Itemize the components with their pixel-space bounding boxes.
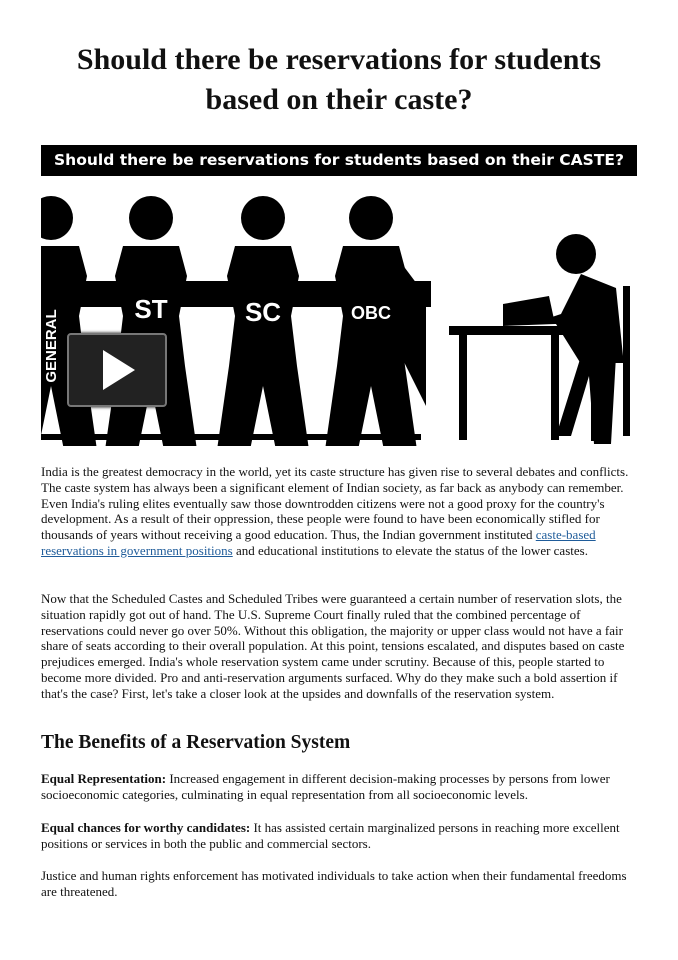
play-icon	[69, 335, 165, 405]
intro-text-start: India is the greatest democracy in the world, yet its caste structure has given rise to several debates and conflicts. The caste system has always been a significant element of Indian society, as far back as anybody can remember. Even India's ruling elites eventually saw those downtrodden citizens were not a good proxy for the country's development. As a result of their oppression, these people were found to have been economically stifled for thousands of years without receiving a good education. Thus, the Indian government instituted	[41, 464, 629, 543]
benefit-term: Equal Representation:	[41, 771, 167, 786]
benefit-item	[41, 820, 633, 852]
illustration	[41, 196, 637, 446]
label-sc: SC	[244, 297, 282, 327]
paragraph-2: Now that the Scheduled Castes and Scheduled Tribes were guaranteed a certain number of reservation slots, the situation rapidly got out of hand. The U.S. Supreme Court finally ruled that the combined percentage of reservations could never go over 50%. Without this obligation, the majority or upper class would not have a fair share of seats according to their overall population. At this point, tensions escalated, and disputes based on caste prejudices emerged. India's whole reservation system came under scrutiny. Because of this, people started to become more divided. Pro and anti-reservation arguments surfaced. Why do they make such a bold assertion if that's the case? First, let's take a closer look at the upsides and downfalls of the reservation system.	[41, 591, 625, 701]
label-obc: OBC	[351, 303, 391, 323]
video-play-button[interactable]	[67, 333, 167, 407]
benefits-closing: Justice and human rights enforcement has motivated individuals to take action when their fundamental freedoms are threatened.	[41, 868, 627, 899]
banner-heading: Should there be reservations for students based on their CASTE?	[41, 145, 637, 176]
reservations-link[interactable]: caste-based reservations in government positions	[41, 527, 596, 558]
intro-paragraph	[41, 464, 633, 559]
benefit-term: Equal chances for worthy candidates:	[41, 820, 251, 835]
label-general: GENERAL	[43, 309, 60, 383]
benefit-text: Increased engagement in different decision-making processes by persons from lower socioeconomic categories, culminating in equal representation from all socioeconomic levels.	[41, 771, 610, 802]
benefits-heading: The Benefits of a Reservation System	[41, 732, 351, 753]
benefit-item	[41, 771, 633, 803]
page-title: Should there be reservations for students based on their caste?	[76, 43, 602, 116]
intro-text-end: and educational institutions to elevate the status of the lower castes.	[232, 542, 588, 558]
student-at-desk	[449, 234, 630, 444]
label-st: ST	[134, 294, 168, 324]
benefit-text: It has assisted certain marginalized persons in reaching more excellent positions or services in both the public and commercial sectors.	[41, 820, 620, 851]
